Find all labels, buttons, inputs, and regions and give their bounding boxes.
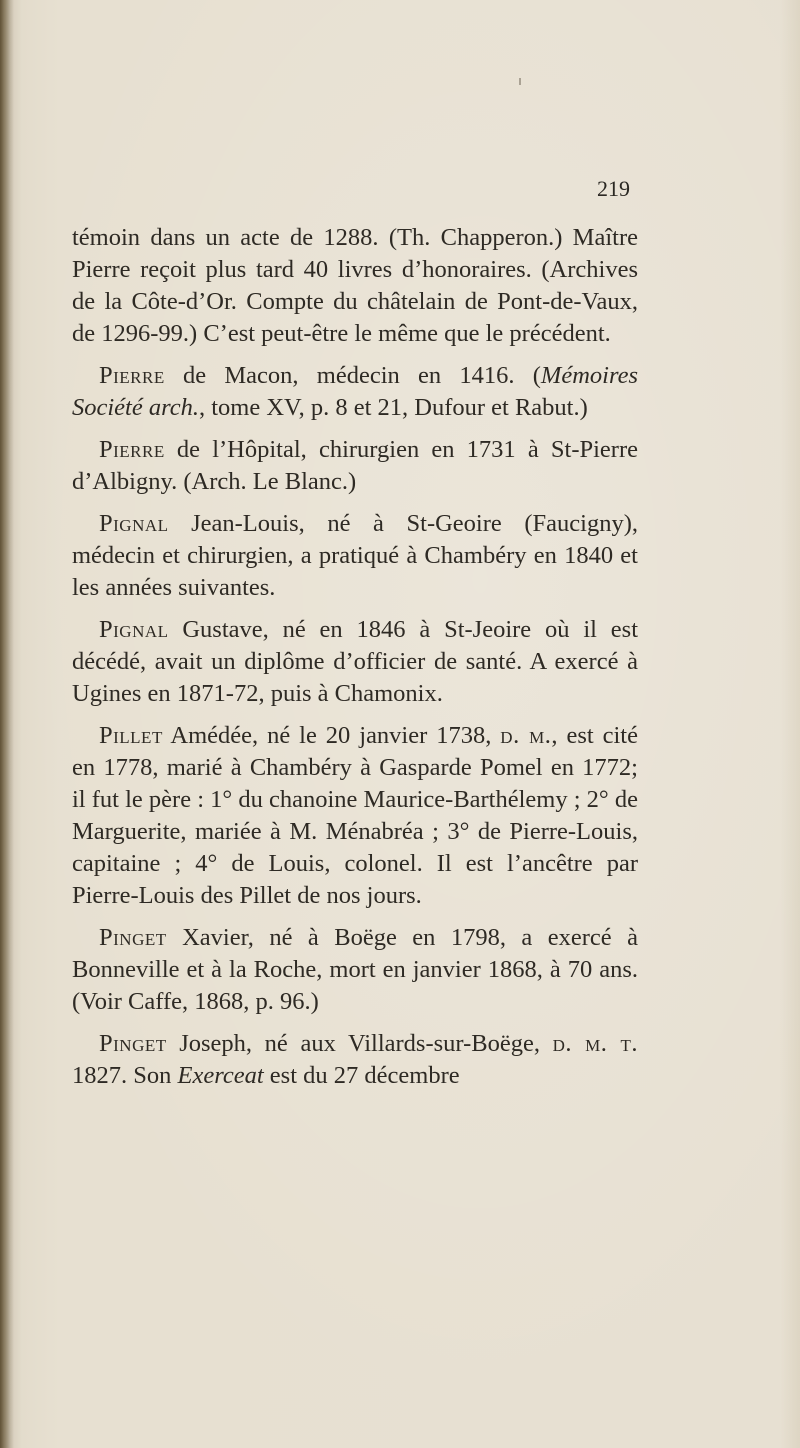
entry-pignal-gustave — [72, 614, 638, 710]
entry-pierre-de-macon — [72, 360, 638, 424]
entry-name: Pierre — [99, 436, 165, 463]
entry-name: Pierre — [99, 362, 165, 389]
entry-name: Pignal — [99, 510, 169, 537]
entry-pierre-de-lhopital — [72, 434, 638, 498]
paper-mark — [519, 78, 521, 85]
entry-text: de Macon, médecin en 1416. ( — [164, 362, 541, 389]
entry-pinget-joseph — [72, 1028, 638, 1092]
entry-text-middle: 1827. Son — [72, 1062, 178, 1089]
entry-pinget-xavier — [72, 922, 638, 1018]
entry-degree: d. m. t. — [552, 1030, 638, 1057]
entry-name: Pinget — [99, 1030, 167, 1057]
entry-text-end: , est cité en 1778, marié à Chambéry à Gasparde Pomel en 1772; il fut le père : 1° du chanoine Maurice-Barthélemy ; 2° de Marguerite, mariée à M. Ménabréa ; 3° de Pierre-Louis, capitaine ; 4° de Louis, colonel. Il est l’ancêtre par Pierre-Louis des Pillet de nos jours. — [72, 722, 638, 909]
entry-text-end: est du 27 décembre — [263, 1062, 460, 1089]
entry-name: Pinget — [99, 924, 167, 951]
entry-pillet-amedee — [72, 720, 638, 912]
body-text — [72, 222, 638, 1102]
entry-italic-source: Mémoires Société arch. — [72, 362, 638, 421]
spine-shadow — [0, 0, 14, 1448]
entry-text: Joseph, né aux Villards-sur-Boëge, — [166, 1030, 553, 1057]
entry-name: Pillet — [99, 722, 163, 749]
entry-text: Xavier, né à Boëge en 1798, a exercé à Bonneville et à la Roche, mort en janvier 1868, à 70 ans. (Voir Caffe, 1868, p. 96.) — [72, 924, 638, 1015]
paragraph-text: témoin dans un acte de 1288. (Th. Chapperon.) Maître Pierre reçoit plus tard 40 livres d’honoraires. (Archives de la Côte-d’Or. Compte du châtelain de Pont-de-Vaux, de 1296-99.) C’est peut-être le même que le précédent. — [72, 224, 638, 347]
paragraph-continuation — [72, 222, 638, 350]
entry-text: Gustave, né en 1846 à St-Jeoire où il est décédé, avait un diplôme d’officier de santé. A exercé à Ugines en 1871-72, puis à Chamonix. — [72, 616, 638, 707]
entry-text: Amédée, né le 20 janvier 1738, — [162, 722, 501, 749]
page-number: 219 — [597, 176, 630, 201]
entry-text-end: , tome XV, p. 8 et 21, Dufour et Rabut.) — [199, 394, 588, 421]
entry-name: Pignal — [99, 616, 169, 643]
entry-degree: d. m. — [500, 722, 552, 749]
entry-text: Jean-Louis, né à St-Geoire (Faucigny), médecin et chirurgien, a pratiqué à Chambéry en 1840 et les années suivantes. — [72, 510, 638, 601]
entry-italic-term: Exerceat — [177, 1062, 264, 1089]
entry-pignal-jean-louis — [72, 508, 638, 604]
entry-text: de l’Hôpital, chirurgien en 1731 à St-Pierre d’Albigny. (Arch. Le Blanc.) — [72, 436, 638, 495]
